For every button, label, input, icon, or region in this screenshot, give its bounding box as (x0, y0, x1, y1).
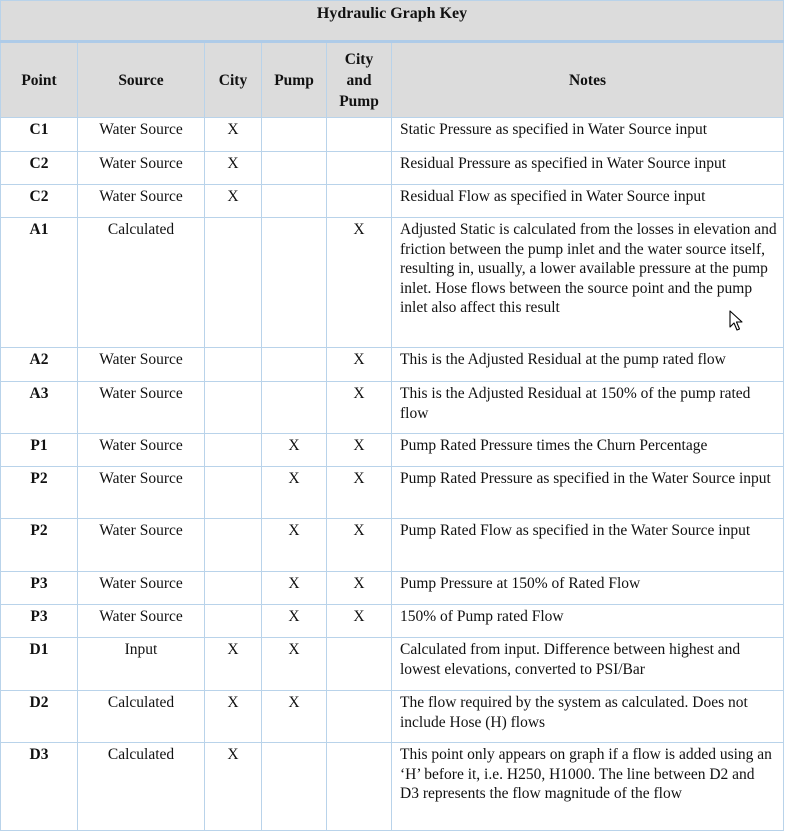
cell-source: Water Source (78, 572, 205, 605)
cell-source: Water Source (78, 467, 205, 519)
cell-point: D1 (1, 638, 78, 691)
cell-notes: The flow required by the system as calculated. Does not include Hose (H) flows (392, 691, 784, 743)
cell-pump: X (262, 605, 327, 638)
cell-pump: X (262, 467, 327, 519)
header-pump: Pump (262, 42, 327, 118)
cell-pump: X (262, 519, 327, 572)
header-city: City (205, 42, 262, 118)
table-row (1, 519, 784, 572)
cell-city-and-pump: X (327, 572, 392, 605)
cell-source: Water Source (78, 185, 205, 218)
cell-point: A3 (1, 382, 78, 434)
table-row (1, 348, 784, 382)
table-row (1, 434, 784, 467)
cell-notes: Adjusted Static is calculated from the losses in elevation and friction between the pump inlet and the water source itself, resulting in, usually, a lower available pressure at the pump inlet. Hose flows between the source point and the pump inlet also affect this result (392, 218, 784, 348)
cell-point: C1 (1, 118, 78, 152)
cell-source: Water Source (78, 152, 205, 185)
cell-pump: X (262, 638, 327, 691)
cell-city: X (205, 638, 262, 691)
cell-city-and-pump: X (327, 467, 392, 519)
cell-point: P3 (1, 572, 78, 605)
cell-notes: Pump Rated Flow as specified in the Water Source input (392, 519, 784, 572)
header-city-and-pump-line: and (346, 71, 372, 89)
cell-city (205, 519, 262, 572)
header-point: Point (1, 42, 78, 118)
cell-notes: This point only appears on graph if a flow is added using an ‘H’ before it, i.e. H250, H1000. The line between D2 and D3 represents the flow magnitude of the flow (392, 743, 784, 831)
table-header-row (1, 42, 784, 118)
cell-source: Calculated (78, 218, 205, 348)
cell-point: P1 (1, 434, 78, 467)
cell-source: Water Source (78, 382, 205, 434)
cell-point: P3 (1, 605, 78, 638)
cell-point: C2 (1, 152, 78, 185)
cell-source: Water Source (78, 118, 205, 152)
cell-notes: Static Pressure as specified in Water Source input (392, 118, 784, 152)
cell-city-and-pump: X (327, 382, 392, 434)
table-title: Hydraulic Graph Key (1, 1, 784, 42)
cell-city (205, 467, 262, 519)
header-source: Source (78, 42, 205, 118)
cell-pump (262, 382, 327, 434)
cell-city-and-pump: X (327, 519, 392, 572)
cell-pump: X (262, 434, 327, 467)
header-city-and-pump (327, 42, 392, 118)
cell-city: X (205, 743, 262, 831)
cell-source: Water Source (78, 434, 205, 467)
cell-pump (262, 743, 327, 831)
cell-city-and-pump: X (327, 605, 392, 638)
cell-city (205, 434, 262, 467)
cell-notes: This is the Adjusted Residual at 150% of the pump rated flow (392, 382, 784, 434)
table-row (1, 152, 784, 185)
cell-source: Water Source (78, 348, 205, 382)
table-row (1, 467, 784, 519)
cell-city-and-pump (327, 743, 392, 831)
cell-notes: Pump Rated Pressure times the Churn Percentage (392, 434, 784, 467)
cell-city: X (205, 185, 262, 218)
cell-point: P2 (1, 519, 78, 572)
cell-city (205, 348, 262, 382)
cell-notes: Pump Pressure at 150% of Rated Flow (392, 572, 784, 605)
table-row (1, 638, 784, 691)
cell-city: X (205, 152, 262, 185)
cell-city (205, 572, 262, 605)
cell-point: D2 (1, 691, 78, 743)
cell-city-and-pump: X (327, 348, 392, 382)
cell-pump (262, 185, 327, 218)
table-body (1, 118, 784, 831)
cell-city (205, 605, 262, 638)
cell-city-and-pump (327, 185, 392, 218)
table-row (1, 572, 784, 605)
cell-pump: X (262, 691, 327, 743)
cell-source: Water Source (78, 519, 205, 572)
cell-city-and-pump: X (327, 218, 392, 348)
cell-source: Calculated (78, 691, 205, 743)
table-row (1, 118, 784, 152)
cell-pump (262, 218, 327, 348)
cell-source: Input (78, 638, 205, 691)
cell-point: A2 (1, 348, 78, 382)
header-city-and-pump-line: City (344, 50, 374, 68)
header-city-and-pump-line: Pump (339, 92, 379, 110)
cell-city-and-pump: X (327, 434, 392, 467)
cell-notes: 150% of Pump rated Flow (392, 605, 784, 638)
header-notes: Notes (392, 42, 784, 118)
cell-notes: This is the Adjusted Residual at the pump rated flow (392, 348, 784, 382)
cell-city: X (205, 691, 262, 743)
cell-city-and-pump (327, 118, 392, 152)
cell-pump: X (262, 572, 327, 605)
cell-notes: Residual Pressure as specified in Water Source input (392, 152, 784, 185)
cell-point: A1 (1, 218, 78, 348)
table-row (1, 185, 784, 218)
cell-city-and-pump (327, 691, 392, 743)
cell-pump (262, 152, 327, 185)
table-row (1, 218, 784, 348)
table-row (1, 382, 784, 434)
cell-point: P2 (1, 467, 78, 519)
cell-source: Water Source (78, 605, 205, 638)
cell-notes: Pump Rated Pressure as specified in the Water Source input (392, 467, 784, 519)
table-row (1, 605, 784, 638)
cell-pump (262, 118, 327, 152)
cell-city (205, 382, 262, 434)
cell-point: C2 (1, 185, 78, 218)
cell-city-and-pump (327, 152, 392, 185)
cell-notes: Calculated from input. Difference between highest and lowest elevations, converted to PSI/Bar (392, 638, 784, 691)
mouse-pointer-icon (729, 310, 743, 337)
table-title-row (1, 1, 784, 42)
cell-point: D3 (1, 743, 78, 831)
cell-city: X (205, 118, 262, 152)
table-row (1, 743, 784, 831)
cell-pump (262, 348, 327, 382)
table-row (1, 691, 784, 743)
cell-city-and-pump (327, 638, 392, 691)
cell-notes: Residual Flow as specified in Water Source input (392, 185, 784, 218)
cell-city (205, 218, 262, 348)
cell-source: Calculated (78, 743, 205, 831)
